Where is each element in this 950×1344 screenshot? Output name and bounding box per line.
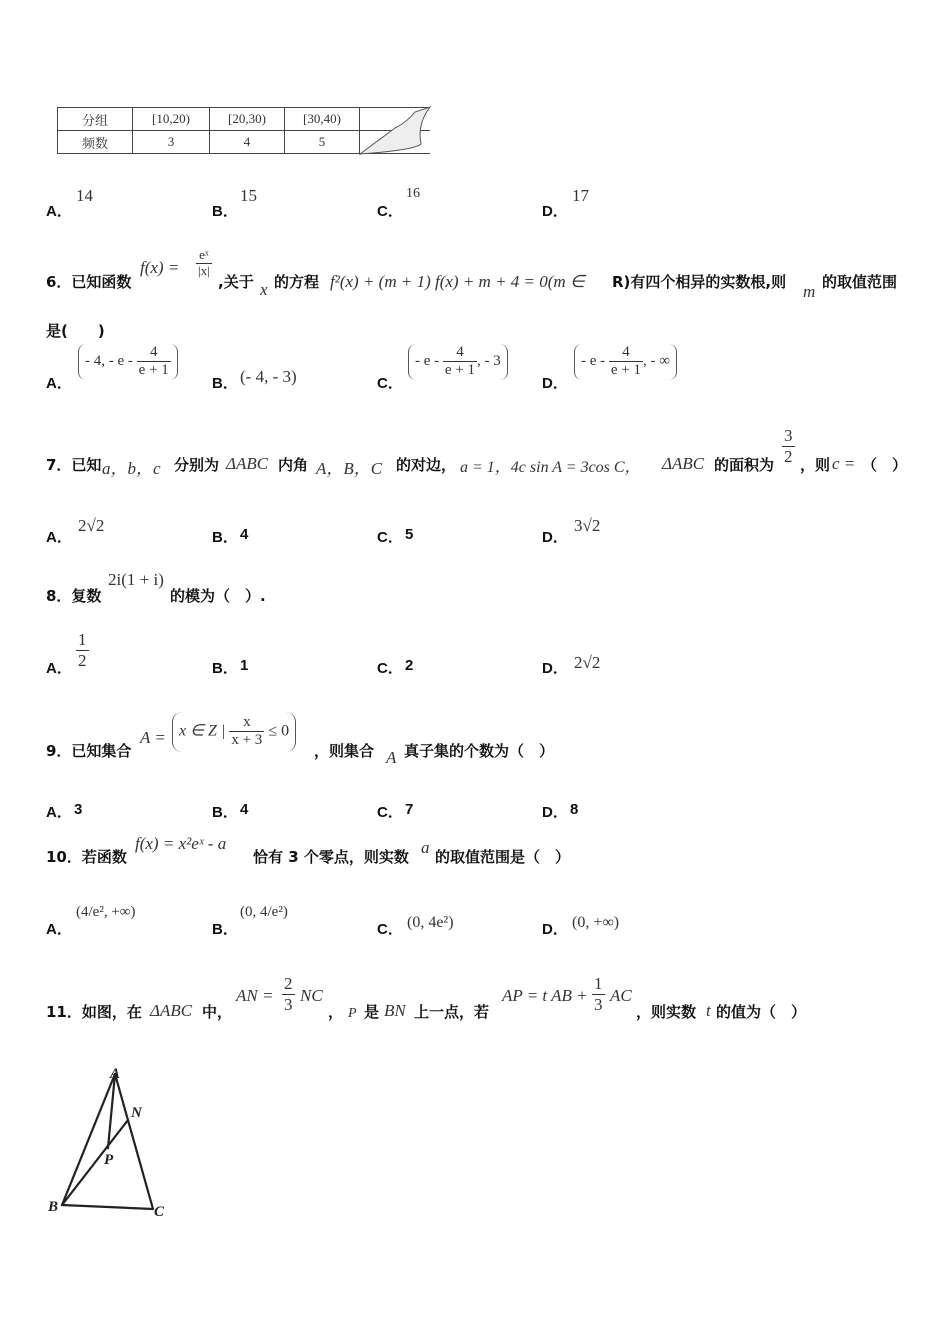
math-var: m [803, 282, 816, 301]
math-expr: AP = t AB + [502, 986, 588, 1005]
label-C: C [154, 1204, 165, 1220]
question-text: 是( ) [46, 322, 105, 340]
option-label: A． [46, 375, 72, 392]
question-number: 9．已知集合 [46, 742, 132, 760]
math-expr: 2i(1 + i) [108, 570, 164, 589]
question-text: 恰有 3 个零点，则实数 [253, 848, 409, 866]
question-number: 7．已知 [46, 456, 102, 474]
option-value: (4/e², +∞) [76, 904, 136, 920]
option-value: 14 [76, 186, 93, 205]
option-value: 2√2 [78, 516, 105, 535]
segment-BN [62, 1120, 128, 1205]
option-label: C． [377, 660, 403, 677]
question-text: 的值为（ ） [716, 1003, 807, 1021]
math-var: A [386, 748, 397, 767]
option-value: - e - $\frac{4}{e + 1}$ , - ∞ [574, 344, 677, 380]
math-var: t [706, 1001, 711, 1020]
math-expr: f²(x) + (m + 1) f(x) + m + 4 = 0(m ∈ [330, 272, 585, 291]
option-label: C． [377, 804, 403, 821]
option-value: 4 [240, 526, 249, 543]
question-text: 内角 [278, 456, 309, 474]
question-number: 11．如图，在 [46, 1003, 142, 1021]
question-text: 上一点，若 [414, 1003, 490, 1021]
option-label: B． [212, 660, 238, 677]
table-cell: [20,30) [210, 108, 285, 131]
option-label: D． [542, 203, 568, 220]
question-text: 的对边， [396, 456, 457, 474]
question-text: 的取值范围 [822, 273, 898, 291]
math-expr: f(x) = x²eˣ - a [135, 834, 227, 853]
option-value: 2 [405, 657, 414, 674]
question-text: ， [328, 1003, 344, 1021]
fraction: $\frac{2}{3}$ [284, 974, 293, 1014]
option-value: 8 [570, 801, 579, 818]
option-label: A． [46, 804, 72, 821]
option-value: 1 [240, 657, 249, 674]
table-cell: [30,40) [285, 108, 360, 131]
option-value: 7 [405, 801, 414, 818]
math-expr: BN [384, 1001, 406, 1020]
math-expr: NC [300, 986, 323, 1005]
math-expr: A = [140, 728, 166, 747]
question-number: 8．复数 [46, 587, 102, 605]
question-text: ，则实数 [636, 1003, 697, 1021]
question-text: ，则 [800, 456, 831, 474]
math-var: x [260, 280, 268, 299]
math-expr: AN = [236, 986, 274, 1005]
fraction: $\frac{\text{eˣ}}{|x|}$ [198, 247, 210, 278]
question-7 [46, 426, 926, 486]
question-11 [46, 970, 926, 1030]
option-value: 17 [572, 186, 589, 205]
option-label: B． [212, 804, 238, 821]
option-value: 4 [240, 801, 249, 818]
option-label: A． [46, 921, 72, 938]
question-text: 的方程 [274, 273, 320, 291]
question-number: 10．若函数 [46, 848, 127, 866]
option-value: (0, 4/e²) [240, 904, 288, 920]
option-label: D． [542, 375, 568, 392]
option-label: B． [212, 203, 238, 220]
math-expr: c = [832, 454, 856, 473]
label-P: P [104, 1152, 114, 1168]
option-value: 15 [240, 186, 257, 205]
question-text: ，则集合 [314, 742, 375, 760]
option-value: 3√2 [574, 516, 601, 535]
question-text: 真子集的个数为（ ） [404, 742, 555, 760]
option-label: C． [377, 529, 403, 546]
math-expr: ΔABC [150, 1001, 193, 1020]
table-cell: 4 [210, 131, 285, 154]
label-N: N [131, 1105, 142, 1121]
question-text: R)有四个相异的实数根,则 [612, 273, 787, 291]
question-text: 的取值范围是（ ） [435, 848, 571, 866]
edge-AB [62, 1074, 115, 1205]
edge-BC [62, 1205, 153, 1209]
set-builder: x ∈ Z | $\frac{x}{x + 3}$ ≤ 0 [172, 712, 296, 752]
question-text: 的模为（ ）. [170, 587, 266, 605]
fraction: $\frac{3}{2}$ [784, 426, 793, 466]
option-label: B． [212, 375, 238, 392]
option-value: 3 [74, 801, 83, 818]
option-value: 5 [405, 526, 414, 543]
math-expr: A，B，C [316, 459, 383, 478]
triangle-figure [40, 1060, 180, 1225]
edge-AC [115, 1074, 153, 1209]
question-text: （ ） [862, 456, 908, 474]
math-var: a [421, 838, 430, 857]
option-value: $\frac{1}{2}$ [78, 630, 87, 670]
table-cell: [10,20) [133, 108, 210, 131]
table-cell: 频数 [58, 131, 133, 154]
table-cell: 分组 [58, 108, 133, 131]
option-label: C． [377, 375, 403, 392]
question-text: 分别为 [174, 456, 220, 474]
option-label: D． [542, 529, 568, 546]
option-label: D． [542, 660, 568, 677]
option-label: B． [212, 529, 238, 546]
option-label: C． [377, 203, 403, 220]
option-value: - e - $\frac{4}{e + 1}$ , - 3 [408, 344, 508, 380]
page-curl-icon [355, 104, 435, 158]
math-expr: a = 1，4c sin A = 3cos C， [460, 459, 641, 476]
option-value: (- 4, - 3) [240, 367, 297, 386]
fraction: $\frac{1}{3}$ [594, 974, 603, 1014]
table-cell: 5 [285, 131, 360, 154]
option-label: D． [542, 921, 568, 938]
option-value: 2√2 [574, 653, 601, 672]
math-expr: AC [610, 986, 632, 1005]
option-label: A． [46, 203, 72, 220]
math-expr: f(x) = [140, 258, 180, 277]
option-label: B． [212, 921, 238, 938]
question-9 [46, 712, 746, 772]
math-expr: ΔABC [226, 454, 269, 473]
option-label: A． [46, 529, 72, 546]
option-value: (0, 4e²) [407, 914, 454, 931]
question-text: ,关于 [218, 273, 254, 291]
option-value: - 4, - e - $\frac{4}{e + 1}$ [78, 344, 178, 380]
table-cell: 3 [133, 131, 210, 154]
question-text: 是 [364, 1003, 380, 1021]
option-label: A． [46, 660, 72, 677]
question-text: 的面积为 [714, 456, 775, 474]
math-expr: a，b，c [102, 459, 161, 478]
math-expr: ΔABC [662, 454, 705, 473]
question-number: 6．已知函数 [46, 273, 132, 291]
label-B: B [48, 1199, 59, 1215]
option-value: (0, +∞) [572, 914, 620, 931]
label-A: A [110, 1066, 121, 1082]
option-label: C． [377, 921, 403, 938]
option-label: D． [542, 804, 568, 821]
question-text: 中， [202, 1003, 233, 1021]
math-var: P [348, 1006, 357, 1021]
option-value: 16 [406, 186, 420, 201]
